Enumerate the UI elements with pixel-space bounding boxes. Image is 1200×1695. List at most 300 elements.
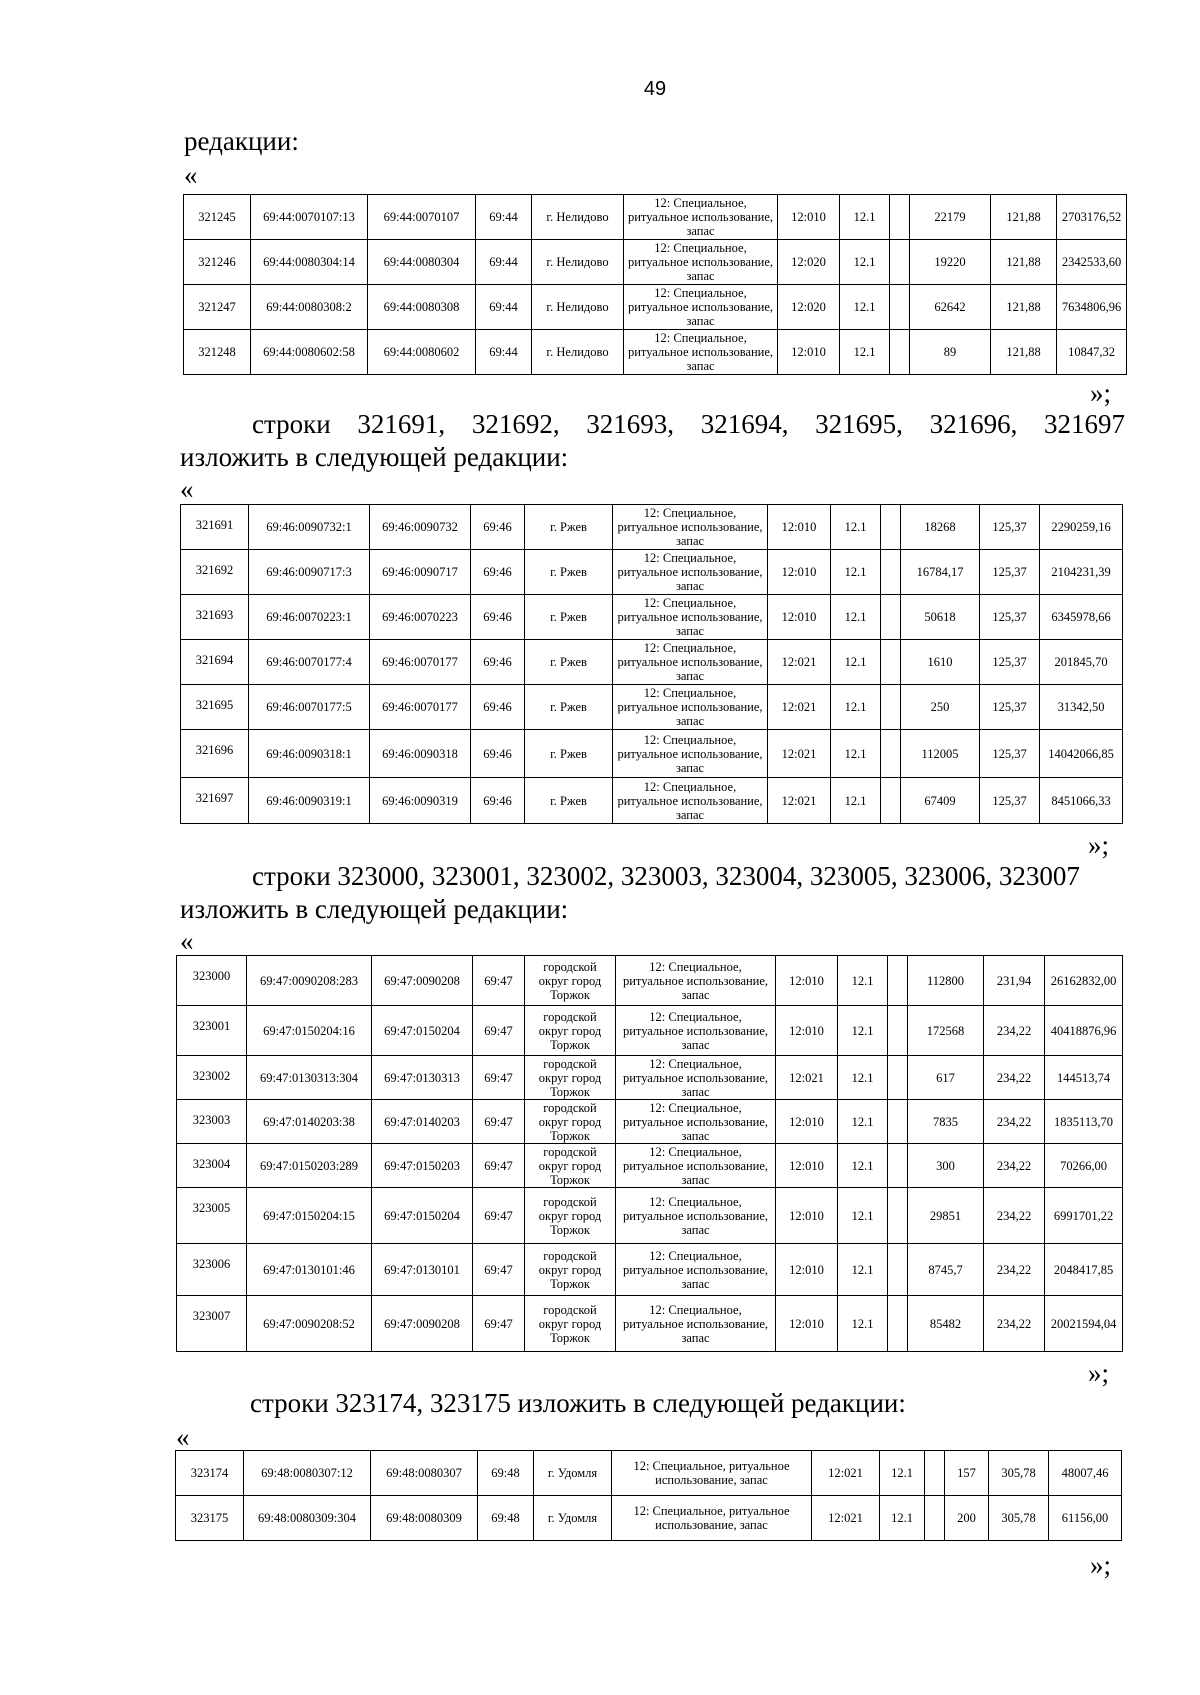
cell-record-number: 323006: [177, 1244, 247, 1296]
cell-cadastral-number: 69:44:0080304:14: [251, 240, 368, 285]
cell-rate: 121,88: [991, 195, 1057, 240]
table-row: [181, 778, 1123, 824]
cell-district-code: 69:47: [473, 1244, 525, 1296]
cell-blank: [881, 685, 901, 730]
cell-purpose-group: 12: Специальное, ритуальное использование, запас: [624, 330, 778, 375]
cell-value: 2290259,16: [1040, 505, 1123, 550]
cell-sub-code: 12.1: [831, 550, 881, 595]
cell-record-number: 321694: [181, 640, 249, 685]
cell-blank: [888, 1188, 908, 1244]
cell-blank: [925, 1496, 945, 1541]
cell-purpose-group: 12: Специальное, ритуальное использование, запас: [613, 640, 768, 685]
table-row: [177, 956, 1123, 1006]
cell-sub-code: 12.1: [838, 1188, 888, 1244]
section-4-heading: строки 323174, 323175 изложить в следующей редакции:: [250, 1388, 906, 1418]
cell-cadastral-number: 69:48:0080309:304: [244, 1496, 371, 1541]
cell-code: 12:010: [768, 505, 831, 550]
cell-area: 16784,17: [901, 550, 980, 595]
cell-record-number: 321696: [181, 730, 249, 778]
cell-record-number: 323175: [176, 1496, 244, 1541]
cell-blank: [890, 285, 910, 330]
cell-purpose-group: 12: Специальное, ритуальное использование, запас: [613, 685, 768, 730]
cell-blank: [881, 640, 901, 685]
cell-value: 6991701,22: [1045, 1188, 1123, 1244]
cell-municipality: г. Нелидово: [532, 285, 624, 330]
section-2-heading-line2: изложить в следующей редакции:: [180, 442, 569, 472]
cell-area: 89: [910, 330, 991, 375]
cell-area: 67409: [901, 778, 980, 824]
section-2-heading-word: 321695,: [815, 409, 903, 439]
cell-purpose-group: 12: Специальное, ритуальное использование, запас: [616, 1006, 776, 1056]
table-row: [177, 1056, 1123, 1100]
cell-municipality: городской округ город Торжок: [525, 1056, 616, 1100]
cell-record-number: 323004: [177, 1144, 247, 1188]
cell-municipality: г. Нелидово: [532, 330, 624, 375]
cell-cadastral-quarter: 69:46:0090732: [370, 505, 471, 550]
cell-value: 8451066,33: [1040, 778, 1123, 824]
cell-cadastral-quarter: 69:48:0080307: [371, 1451, 478, 1496]
cell-district-code: 69:48: [478, 1496, 534, 1541]
cell-record-number: 321692: [181, 550, 249, 595]
cell-cadastral-quarter: 69:46:0090318: [370, 730, 471, 778]
cell-record-number: 321247: [184, 285, 251, 330]
cell-value: 40418876,96: [1045, 1006, 1123, 1056]
cell-cadastral-quarter: 69:47:0140203: [372, 1100, 473, 1144]
cell-code: 12:010: [776, 956, 838, 1006]
cell-sub-code: 12.1: [831, 505, 881, 550]
section-2-heading-word: 321691,: [357, 409, 446, 439]
cell-rate: 121,88: [991, 285, 1057, 330]
cell-record-number: 321246: [184, 240, 251, 285]
cell-purpose-group: 12: Специальное, ритуальное использование, запас: [616, 1188, 776, 1244]
cell-sub-code: 12.1: [838, 1296, 888, 1352]
cell-sub-code: 12.1: [840, 240, 890, 285]
cell-purpose-group: 12: Специальное, ритуальное использование, запас: [624, 240, 778, 285]
cell-value: 2104231,39: [1040, 550, 1123, 595]
section-3-heading-line1: строки 323000, 323001, 323002, 323003, 323004, 323005, 323006, 323007: [252, 861, 1080, 891]
cell-sub-code: 12.1: [831, 730, 881, 778]
table-section-2: [180, 504, 1123, 824]
section-2-heading-word: 321696,: [929, 409, 1018, 439]
section-3-heading: [180, 860, 1125, 926]
cell-rate: 231,94: [984, 956, 1045, 1006]
cell-area: 250: [901, 685, 980, 730]
cell-municipality: городской округ город Торжок: [525, 1244, 616, 1296]
cell-municipality: городской округ город Торжок: [525, 1006, 616, 1056]
table-row: [177, 1244, 1123, 1296]
cell-cadastral-quarter: 69:46:0070177: [370, 685, 471, 730]
cell-cadastral-number: 69:44:0070107:13: [251, 195, 368, 240]
cell-cadastral-quarter: 69:47:0150204: [372, 1188, 473, 1244]
cell-blank: [888, 1144, 908, 1188]
cell-code: 12:021: [768, 640, 831, 685]
cell-district-code: 69:47: [473, 956, 525, 1006]
cell-cadastral-number: 69:47:0090208:52: [247, 1296, 372, 1352]
cell-code: 12:010: [768, 595, 831, 640]
cell-area: 112800: [908, 956, 984, 1006]
cell-area: 7835: [908, 1100, 984, 1144]
cell-value: 70266,00: [1045, 1144, 1123, 1188]
cell-district-code: 69:44: [476, 330, 532, 375]
section-2-heading-word: 321697: [1044, 409, 1125, 439]
cell-sub-code: 12.1: [838, 956, 888, 1006]
cell-code: 12:010: [768, 550, 831, 595]
cell-code: 12:010: [776, 1188, 838, 1244]
cell-purpose-group: 12: Специальное, ритуальное использование, запас: [616, 1100, 776, 1144]
intro-text: редакции:: [184, 126, 299, 156]
cell-rate: 125,37: [980, 730, 1040, 778]
table-row: [181, 730, 1123, 778]
cell-district-code: 69:47: [473, 1144, 525, 1188]
cell-cadastral-quarter: 69:44:0080304: [368, 240, 476, 285]
table-row: [177, 1188, 1123, 1244]
cell-sub-code: 12.1: [880, 1451, 925, 1496]
cell-code: 12:010: [776, 1100, 838, 1144]
cell-cadastral-number: 69:46:0070223:1: [249, 595, 370, 640]
cell-record-number: 323005: [177, 1188, 247, 1244]
cell-value: 2048417,85: [1045, 1244, 1123, 1296]
cell-purpose-group: 12: Специальное, ритуальное использование, запас: [612, 1496, 812, 1541]
cell-code: 12:021: [768, 730, 831, 778]
cell-area: 172568: [908, 1006, 984, 1056]
cell-area: 50618: [901, 595, 980, 640]
section-2-heading-word: 321692,: [471, 409, 560, 439]
cell-municipality: г. Нелидово: [532, 240, 624, 285]
cell-blank: [890, 240, 910, 285]
section-2-heading: [180, 408, 1125, 474]
table-row: [184, 195, 1127, 240]
cell-sub-code: 12.1: [831, 778, 881, 824]
cell-area: 157: [945, 1451, 989, 1496]
table-row: [184, 240, 1127, 285]
cell-cadastral-number: 69:46:0070177:5: [249, 685, 370, 730]
cell-sub-code: 12.1: [838, 1056, 888, 1100]
table-row: [177, 1144, 1123, 1188]
cell-blank: [890, 195, 910, 240]
cell-blank: [881, 778, 901, 824]
cell-value: 144513,74: [1045, 1056, 1123, 1100]
cell-cadastral-quarter: 69:48:0080309: [371, 1496, 478, 1541]
cell-blank: [881, 505, 901, 550]
cell-rate: 121,88: [991, 240, 1057, 285]
cell-municipality: г. Нелидово: [532, 195, 624, 240]
cell-purpose-group: 12: Специальное, ритуальное использование, запас: [624, 285, 778, 330]
cell-record-number: 321245: [184, 195, 251, 240]
cell-purpose-group: 12: Специальное, ритуальное использование, запас: [613, 730, 768, 778]
cell-cadastral-number: 69:44:0080308:2: [251, 285, 368, 330]
cell-municipality: г. Удомля: [534, 1496, 612, 1541]
cell-rate: 121,88: [991, 330, 1057, 375]
cell-cadastral-number: 69:47:0130313:304: [247, 1056, 372, 1100]
cell-district-code: 69:44: [476, 240, 532, 285]
cell-district-code: 69:46: [471, 640, 525, 685]
cell-code: 12:021: [768, 778, 831, 824]
cell-municipality: г. Ржев: [525, 595, 613, 640]
cell-cadastral-number: 69:46:0070177:4: [249, 640, 370, 685]
open-quote: «: [180, 474, 194, 504]
cell-sub-code: 12.1: [838, 1144, 888, 1188]
cell-district-code: 69:46: [471, 778, 525, 824]
cell-municipality: городской округ город Торжок: [525, 1188, 616, 1244]
cell-blank: [888, 1100, 908, 1144]
cell-blank: [888, 1244, 908, 1296]
cell-area: 19220: [910, 240, 991, 285]
cell-sub-code: 12.1: [831, 685, 881, 730]
open-quote: «: [176, 1422, 190, 1452]
cell-code: 12:010: [776, 1244, 838, 1296]
cell-municipality: городской округ город Торжок: [525, 956, 616, 1006]
cell-blank: [881, 550, 901, 595]
cell-district-code: 69:46: [471, 685, 525, 730]
table-row: [177, 1100, 1123, 1144]
cell-record-number: 323000: [177, 956, 247, 1006]
cell-sub-code: 12.1: [838, 1006, 888, 1056]
cell-municipality: г. Ржев: [525, 778, 613, 824]
cell-cadastral-quarter: 69:46:0090717: [370, 550, 471, 595]
cell-cadastral-number: 69:47:0130101:46: [247, 1244, 372, 1296]
cell-code: 12:010: [776, 1006, 838, 1056]
cell-cadastral-quarter: 69:46:0070223: [370, 595, 471, 640]
cell-value: 26162832,00: [1045, 956, 1123, 1006]
cell-district-code: 69:44: [476, 195, 532, 240]
cell-municipality: г. Ржев: [525, 685, 613, 730]
cell-purpose-group: 12: Специальное, ритуальное использование, запас: [613, 595, 768, 640]
cell-municipality: г. Ржев: [525, 640, 613, 685]
cell-cadastral-number: 69:47:0090208:283: [247, 956, 372, 1006]
table-row: [181, 595, 1123, 640]
cell-code: 12:010: [778, 195, 840, 240]
table-row: [181, 550, 1123, 595]
cell-value: 48007,46: [1049, 1451, 1122, 1496]
cell-municipality: городской округ город Торжок: [525, 1296, 616, 1352]
cell-record-number: 323174: [176, 1451, 244, 1496]
cell-cadastral-number: 69:46:0090319:1: [249, 778, 370, 824]
cell-area: 22179: [910, 195, 991, 240]
cell-purpose-group: 12: Специальное, ритуальное использование, запас: [616, 1056, 776, 1100]
close-quote-4: »;: [1090, 1550, 1112, 1580]
table-section-3: [176, 955, 1123, 1352]
cell-district-code: 69:47: [473, 1006, 525, 1056]
section-2-heading-word: строки: [252, 409, 331, 439]
cell-code: 12:021: [812, 1496, 880, 1541]
cell-purpose-group: 12: Специальное, ритуальное использование, запас: [616, 956, 776, 1006]
cell-area: 18268: [901, 505, 980, 550]
cell-rate: 234,22: [984, 1006, 1045, 1056]
cell-cadastral-number: 69:47:0150204:15: [247, 1188, 372, 1244]
cell-purpose-group: 12: Специальное, ритуальное использование, запас: [613, 550, 768, 595]
table-section-1: [183, 194, 1127, 375]
cell-blank: [888, 1056, 908, 1100]
cell-value: 14042066,85: [1040, 730, 1123, 778]
cell-cadastral-number: 69:47:0150204:16: [247, 1006, 372, 1056]
cell-value: 61156,00: [1049, 1496, 1122, 1541]
cell-municipality: г. Ржев: [525, 550, 613, 595]
cell-value: 7634806,96: [1057, 285, 1127, 330]
cell-area: 62642: [910, 285, 991, 330]
cell-rate: 234,22: [984, 1296, 1045, 1352]
cell-record-number: 323003: [177, 1100, 247, 1144]
cell-sub-code: 12.1: [880, 1496, 925, 1541]
cell-area: 300: [908, 1144, 984, 1188]
table-row: [176, 1496, 1122, 1541]
cell-cadastral-quarter: 69:47:0090208: [372, 1296, 473, 1352]
cell-sub-code: 12.1: [831, 640, 881, 685]
cell-rate: 234,22: [984, 1244, 1045, 1296]
cell-cadastral-quarter: 69:46:0090319: [370, 778, 471, 824]
cell-rate: 125,37: [980, 640, 1040, 685]
cell-municipality: г. Ржев: [525, 730, 613, 778]
cell-cadastral-quarter: 69:44:0080602: [368, 330, 476, 375]
cell-cadastral-number: 69:47:0150203:289: [247, 1144, 372, 1188]
close-quote-2: »;: [1088, 830, 1110, 860]
page-number: 49: [643, 78, 667, 100]
cell-blank: [890, 330, 910, 375]
cell-code: 12:010: [778, 330, 840, 375]
cell-blank: [888, 956, 908, 1006]
cell-municipality: городской округ город Торжок: [525, 1100, 616, 1144]
cell-rate: 125,37: [980, 595, 1040, 640]
cell-rate: 125,37: [980, 778, 1040, 824]
cell-cadastral-quarter: 69:47:0130313: [372, 1056, 473, 1100]
cell-rate: 305,78: [989, 1451, 1049, 1496]
cell-rate: 125,37: [980, 505, 1040, 550]
table-row: [184, 330, 1127, 375]
cell-sub-code: 12.1: [831, 595, 881, 640]
cell-area: 617: [908, 1056, 984, 1100]
cell-municipality: г. Ржев: [525, 505, 613, 550]
cell-sub-code: 12.1: [840, 285, 890, 330]
cell-code: 12:021: [768, 685, 831, 730]
cell-cadastral-number: 69:48:0080307:12: [244, 1451, 371, 1496]
cell-sub-code: 12.1: [840, 330, 890, 375]
cell-blank: [881, 730, 901, 778]
cell-cadastral-quarter: 69:47:0090208: [372, 956, 473, 1006]
cell-cadastral-number: 69:44:0080602:58: [251, 330, 368, 375]
cell-purpose-group: 12: Специальное, ритуальное использование, запас: [616, 1144, 776, 1188]
cell-district-code: 69:46: [471, 730, 525, 778]
cell-record-number: 321697: [181, 778, 249, 824]
table-section-4: [175, 1450, 1122, 1541]
cell-district-code: 69:46: [471, 505, 525, 550]
cell-code: 12:021: [812, 1451, 880, 1496]
cell-record-number: 321695: [181, 685, 249, 730]
cell-cadastral-quarter: 69:47:0130101: [372, 1244, 473, 1296]
cell-purpose-group: 12: Специальное, ритуальное использование, запас: [624, 195, 778, 240]
cell-area: 1610: [901, 640, 980, 685]
cell-purpose-group: 12: Специальное, ритуальное использование, запас: [612, 1451, 812, 1496]
cell-record-number: 321248: [184, 330, 251, 375]
close-quote-3: »;: [1088, 1358, 1110, 1388]
cell-cadastral-quarter: 69:47:0150204: [372, 1006, 473, 1056]
cell-record-number: 323001: [177, 1006, 247, 1056]
cell-area: 112005: [901, 730, 980, 778]
cell-sub-code: 12.1: [838, 1244, 888, 1296]
cell-rate: 125,37: [980, 550, 1040, 595]
cell-district-code: 69:48: [478, 1451, 534, 1496]
cell-rate: 234,22: [984, 1188, 1045, 1244]
cell-blank: [925, 1451, 945, 1496]
cell-value: 1835113,70: [1045, 1100, 1123, 1144]
cell-code: 12:020: [778, 285, 840, 330]
cell-purpose-group: 12: Специальное, ритуальное использование, запас: [613, 778, 768, 824]
open-quote: «: [180, 926, 194, 956]
cell-area: 8745,7: [908, 1244, 984, 1296]
section-3-heading-line2: изложить в следующей редакции:: [180, 894, 569, 924]
cell-value: 201845,70: [1040, 640, 1123, 685]
cell-purpose-group: 12: Специальное, ритуальное использование, запас: [616, 1244, 776, 1296]
cell-blank: [881, 595, 901, 640]
cell-cadastral-number: 69:46:0090717:3: [249, 550, 370, 595]
table-row: [184, 285, 1127, 330]
section-2-heading-word: 321693,: [586, 409, 674, 439]
cell-area: 29851: [908, 1188, 984, 1244]
cell-cadastral-quarter: 69:46:0070177: [370, 640, 471, 685]
cell-value: 2703176,52: [1057, 195, 1127, 240]
cell-record-number: 321693: [181, 595, 249, 640]
open-quote: «: [184, 160, 198, 190]
cell-record-number: 323007: [177, 1296, 247, 1352]
table-row: [177, 1296, 1123, 1352]
cell-rate: 234,22: [984, 1056, 1045, 1100]
cell-blank: [888, 1006, 908, 1056]
cell-record-number: 321691: [181, 505, 249, 550]
cell-cadastral-quarter: 69:47:0150203: [372, 1144, 473, 1188]
cell-value: 31342,50: [1040, 685, 1123, 730]
cell-cadastral-quarter: 69:44:0080308: [368, 285, 476, 330]
table-row: [181, 505, 1123, 550]
cell-cadastral-quarter: 69:44:0070107: [368, 195, 476, 240]
table-row: [177, 1006, 1123, 1056]
cell-district-code: 69:47: [473, 1056, 525, 1100]
cell-code: 12:010: [776, 1296, 838, 1352]
cell-value: 6345978,66: [1040, 595, 1123, 640]
cell-rate: 234,22: [984, 1100, 1045, 1144]
cell-cadastral-number: 69:46:0090732:1: [249, 505, 370, 550]
cell-area: 200: [945, 1496, 989, 1541]
cell-rate: 125,37: [980, 685, 1040, 730]
cell-value: 10847,32: [1057, 330, 1127, 375]
cell-district-code: 69:47: [473, 1296, 525, 1352]
cell-purpose-group: 12: Специальное, ритуальное использование, запас: [613, 505, 768, 550]
table-row: [181, 640, 1123, 685]
cell-cadastral-number: 69:47:0140203:38: [247, 1100, 372, 1144]
cell-district-code: 69:47: [473, 1100, 525, 1144]
cell-purpose-group: 12: Специальное, ритуальное использование, запас: [616, 1296, 776, 1352]
section-2-heading-word: 321694,: [700, 409, 789, 439]
table-row: [176, 1451, 1122, 1496]
cell-cadastral-number: 69:46:0090318:1: [249, 730, 370, 778]
cell-district-code: 69:44: [476, 285, 532, 330]
cell-record-number: 323002: [177, 1056, 247, 1100]
cell-code: 12:020: [778, 240, 840, 285]
cell-code: 12:021: [776, 1056, 838, 1100]
cell-rate: 305,78: [989, 1496, 1049, 1541]
cell-value: 20021594,04: [1045, 1296, 1123, 1352]
cell-district-code: 69:46: [471, 550, 525, 595]
cell-blank: [888, 1296, 908, 1352]
cell-municipality: г. Удомля: [534, 1451, 612, 1496]
cell-municipality: городской округ город Торжок: [525, 1144, 616, 1188]
cell-district-code: 69:46: [471, 595, 525, 640]
table-row: [181, 685, 1123, 730]
cell-rate: 234,22: [984, 1144, 1045, 1188]
cell-area: 85482: [908, 1296, 984, 1352]
close-quote-1: »;: [1090, 378, 1112, 408]
cell-district-code: 69:47: [473, 1188, 525, 1244]
cell-sub-code: 12.1: [838, 1100, 888, 1144]
cell-code: 12:010: [776, 1144, 838, 1188]
cell-sub-code: 12.1: [840, 195, 890, 240]
